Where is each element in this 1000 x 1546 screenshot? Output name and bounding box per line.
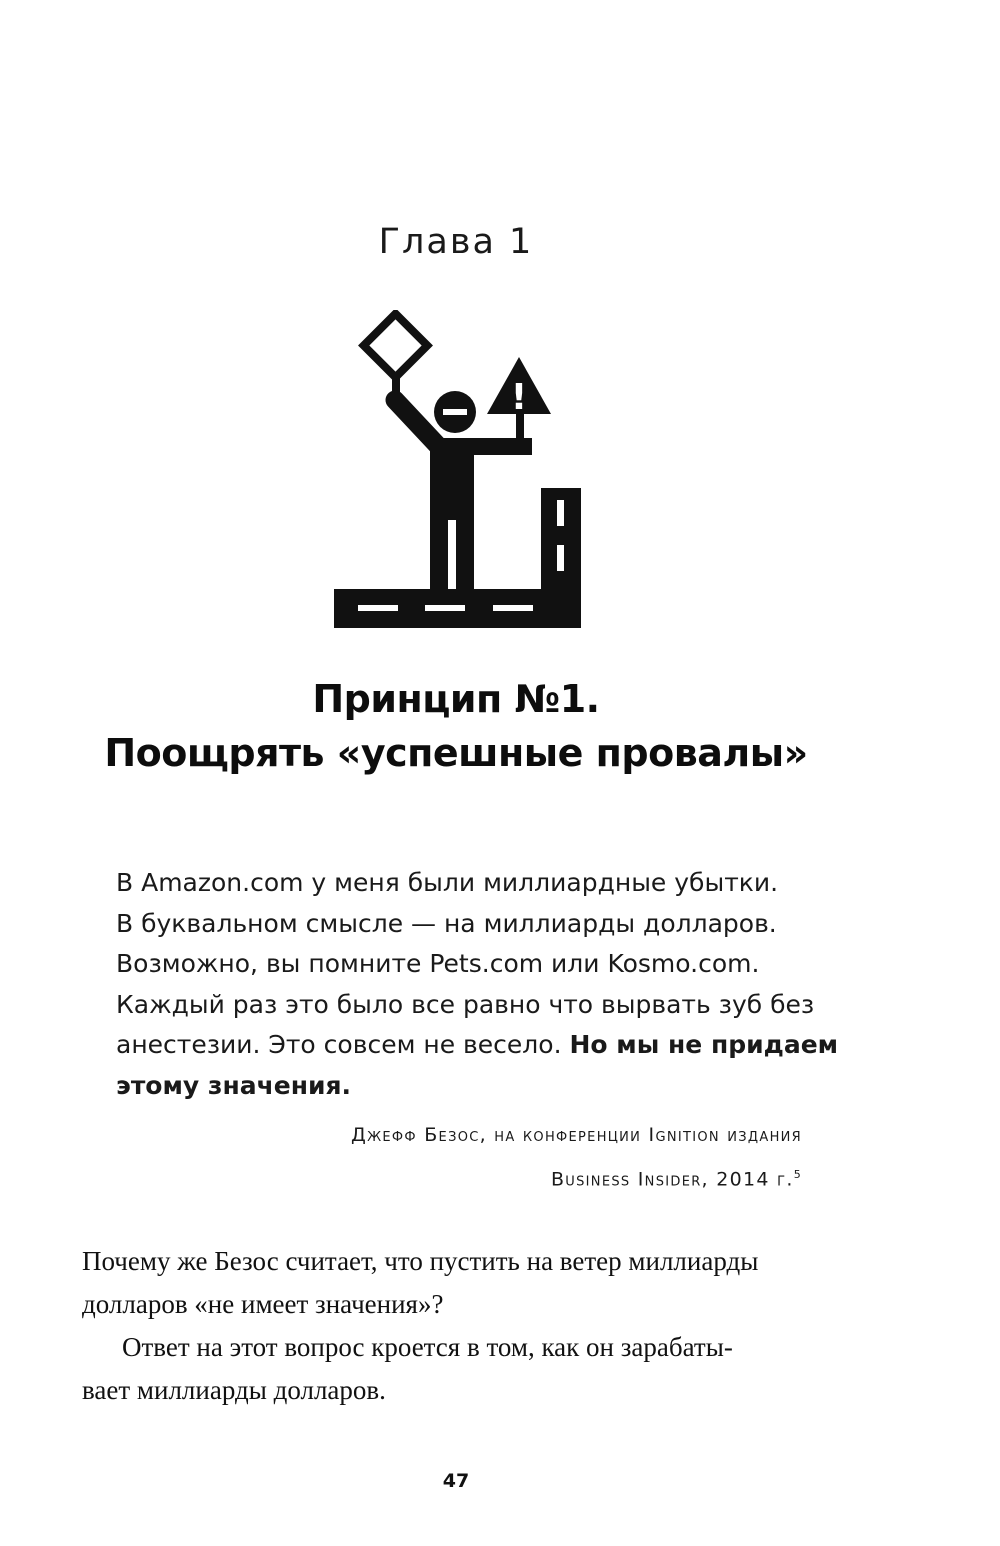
road-dash-2 [425,605,465,611]
footnote-ref: 5 [793,1168,802,1181]
epigraph-line-text: анестезии. Это совсем не весело. [116,1030,562,1059]
body-line: долларов «не имеет значения»? [82,1289,444,1319]
left-leg [430,518,448,593]
epigraph-line: Каждый раз это было все равно что вырвать зуб без [116,989,815,1019]
epigraph-bold-last-line: этому значения. [116,1070,352,1100]
epigraph-line: Возможно, вы помните Pets.com или Kosmo.com. [116,949,760,978]
epigraph-attribution [116,1115,802,1199]
vertical-road-dash-2 [557,545,564,571]
epigraph-line: В буквальном смысле — на миллиарды долларов. [116,908,777,938]
attribution-source: Business Insider, 2014 г. [550,1168,794,1191]
body-line: Ответ на этот вопрос кроется в том, как он зарабаты- [122,1332,733,1362]
title-line-1: Принцип №1. [312,677,600,721]
body-text [82,1240,842,1412]
body-line: вает миллиарды долларов. [82,1375,386,1405]
right-leg [456,518,474,593]
epigraph-bold-inline: Но мы не придаем [569,1030,839,1059]
chapter-label: Глава 1 [378,222,534,262]
diamond-sign [364,314,428,378]
attribution-line-1: Джефф Безос, на конференции Ignition издания [350,1124,802,1146]
page-number: 47 [442,1470,470,1492]
road-dash-1 [358,605,398,611]
head-visor [443,409,467,415]
epigraph-quote [116,863,839,1106]
attribution-line-2 [116,1155,802,1199]
road-dash-3 [493,605,533,611]
warning-glyph: ! [510,377,528,418]
principle-title [0,672,912,780]
torso [430,438,474,520]
person-with-signs-on-road-icon [330,310,585,632]
epigraph-line: В Amazon.com у меня были миллиардные убытки. [116,868,779,897]
vertical-road-dash-1 [557,500,564,526]
epigraph-line [116,1025,839,1066]
body-line: Почему же Безос считает, что пустить на ветер миллиарды [82,1246,759,1276]
title-line-2: Поощрять «успешные провалы» [104,731,808,775]
